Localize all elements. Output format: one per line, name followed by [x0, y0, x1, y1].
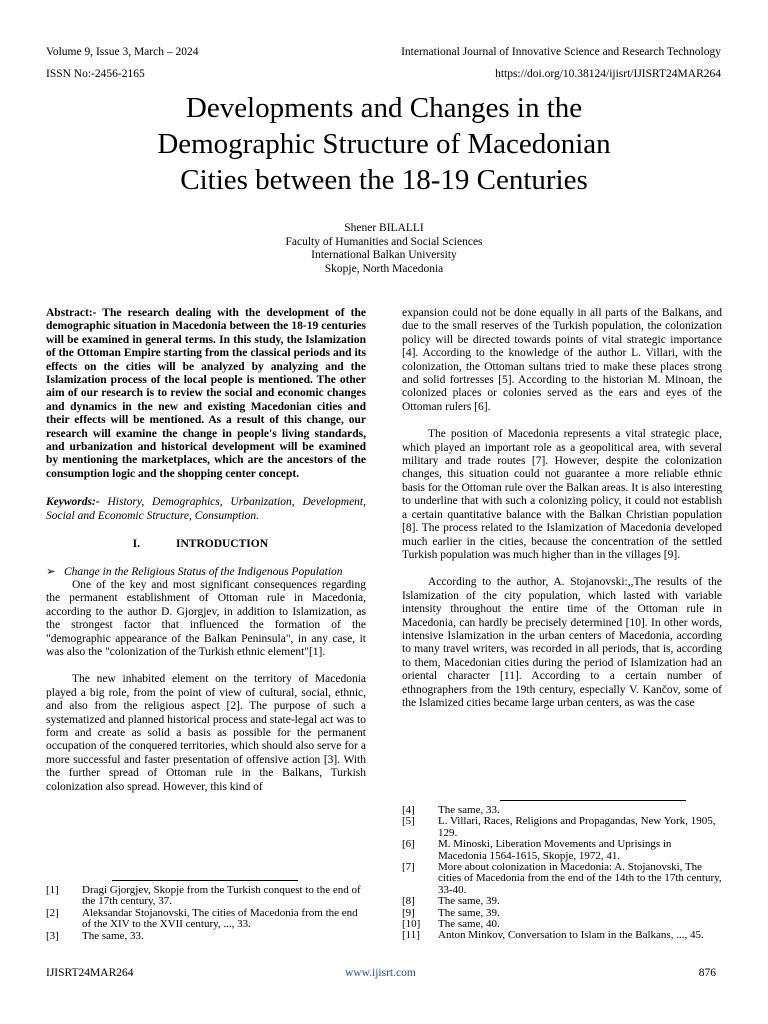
- body-paragraph: The position of Macedonia represents a vital strategic place, which played an important role as a geopolitical area, with several military and trade routes [7]. However, despite the colonization changes, this situation could not guarantee a more reliable ethnic basis for the Ottoman rule over the Balkan areas. It is also interesting to underline that with such a colonizing policy, it could not establish a certain quantitative balance with the Balkan Christian population [8]. The process related to the Islamization of Macedonia developed much earlier in the cities, because the concentration of the settled Turkish population was much higher than in the villages [9].: [402, 428, 722, 561]
- footnote-number: [9]: [402, 906, 415, 919]
- footnote: [402, 862, 722, 896]
- author-name: Shener BILALLI: [344, 222, 424, 234]
- doi-link[interactable]: https://doi.org/10.38124/ijisrt/IJISRT24MAR264: [495, 68, 721, 80]
- left-column: [46, 307, 366, 794]
- right-footnotes: [402, 800, 722, 942]
- author-location: Skopje, North Macedonia: [324, 262, 444, 275]
- body-paragraph: According to the author, A. Stojanovski:,,The results of the Islamization of the city population, which lasted with variable intensity throughout the entire time of the Ottoman rule in Macedonia, can hardly be precisely determined [10]. In other words, intensive Islamization in the urban centers of Macedonia, according to many travel writers, was recorded in all periods, that is, according to them, Macedonian cities during the period of Islamization had an oriental character [11]. According to a certain number of ethnographers from the 19th century, especially V. Kančov, some of the Islamized cities became large urban centers, as was the case: [402, 576, 722, 709]
- body-paragraph: The new inhabited element on the territory of Macedonia played a big role, from the point of view of cultural, social, ethnic, and also from the religious aspect [2]. The purpose of such a systematized and planned historical process and state-legal act was to form and create as solid a basis as possible for the permanent occupation of the conquered territories, which should also serve for a more successful and faster presentation of offensive action [3]. With the further spread of Ottoman rule in the Balkans, Turkish colonization also spread. However, this kind of: [46, 673, 366, 793]
- footnote-text: Anton Minkov, Conversation to Islam in the Balkans, ..., 45.: [438, 929, 704, 942]
- section-title: INTRODUCTION: [176, 538, 269, 551]
- footer-website-link[interactable]: www.ijisrt.com: [345, 967, 416, 979]
- journal-name: International Journal of Innovative Science and Research Technology: [401, 46, 721, 58]
- page-number: 876: [698, 967, 716, 979]
- footnote: [402, 816, 722, 839]
- footnote-text: More about colonization in Macedonia: A. Stojanovski, The cities of Macedonia from the end of the 14th to the 17th century, 33-40.: [438, 861, 722, 896]
- footnote-text: Aleksandar Stojanovski, The cities of Macedonia from the end of the XIV to the XVII century, ..., 33.: [82, 906, 358, 931]
- footer-code: IJISRT24MAR264: [46, 967, 134, 979]
- keywords-text: History, Demographics, Urbanization, Development, Social and Economic Structure, Consumption.: [46, 496, 366, 522]
- title-line: Cities between the 18-19 Centuries: [180, 164, 588, 196]
- footnote: [46, 885, 366, 908]
- footnote-divider: [500, 800, 686, 801]
- section-heading: [46, 538, 366, 551]
- footnote: [46, 931, 366, 942]
- footnote-text: The same, 33.: [438, 804, 500, 816]
- footnote-text: M. Minoski, Liberation Movements and Uprisings in Macedonia 1564-1615, Skopje, 1972, 41.: [438, 838, 672, 862]
- footnote-text: The same, 40.: [438, 918, 500, 931]
- author-university: International Balkan University: [311, 249, 457, 261]
- section-number: I.: [132, 538, 140, 551]
- arrow-bullet-icon: ➢: [46, 565, 56, 578]
- body-paragraph: expansion could not be done equally in all parts of the Balkans, and due to the small reserves of the Turkish population, the colonization policy will be directed towards points of vital strategic importance [4]. According to the knowledge of the author L. Villari, with the colonization, the Ottoman sultans tried to make these places strong and solid fortresses [5]. According to the historian M. Minoan, the colonized places or colonies served as the ears and eyes of the Ottoman rulers [6].: [402, 307, 722, 413]
- footnote-number: [3]: [46, 929, 59, 942]
- body-paragraph: One of the key and most significant consequences regarding the permanent establishment of Ottoman rule in Macedonia, according to the author D. Gjorgjev, in addition to Islamization, as the strongest factor that influenced the formation of the "demographic appearance of the Balkan Peninsula", in any case, it was also the "colonization of the Turkish ethnic element"[1].: [46, 578, 366, 658]
- footnote: [402, 839, 722, 862]
- footnote-number: [10]: [402, 918, 421, 931]
- footnote-text: The same, 39.: [438, 906, 500, 919]
- subsection-title: Change in the Religious Status of the Indigenous Population: [64, 565, 343, 578]
- keywords: [46, 496, 366, 523]
- title-line: Developments and Changes in the: [185, 92, 583, 124]
- footnote: [402, 930, 722, 941]
- author-block: [40, 222, 728, 276]
- footnote-number: [6]: [402, 838, 415, 851]
- abstract: Abstract:- The research dealing with the development of the demographic situation in Macedonia between the 18-19 centuries will be examined in general terms. In this study, the Islamization of the Ottoman Empire starting from the classical periods and its effects on the cities will be analyzed by analyzing and the Islamization process of the local people is mentioned. The other aim of our research is to review the social and economic changes and dynamics in the new and existing Macedonian cities and their effects will be mentioned. As a result of this change, our research will examine the change in people's living standards, and urbanization and historical development will be examined by mentioning the marketplaces, which are the ancestors of the consumption logic and the shopping center concept.: [46, 307, 366, 480]
- footnote: [402, 896, 722, 907]
- footnote-number: [7]: [402, 861, 415, 874]
- left-footnotes: [46, 880, 366, 942]
- paper-title: [40, 90, 728, 198]
- title-line: Demographic Structure of Macedonian: [157, 128, 611, 160]
- keywords-label: Keywords:-: [46, 496, 100, 509]
- volume-info: Volume 9, Issue 3, March – 2024: [46, 46, 199, 58]
- footnote-number: [5]: [402, 815, 415, 828]
- footnote-number: [1]: [46, 884, 59, 896]
- footnote-text: The same, 39.: [438, 895, 500, 908]
- footnote: [46, 908, 366, 931]
- footnote-text: Dragi Gjorgjev, Skopje from the Turkish conquest to the end of the 17th century, 37.: [82, 884, 361, 908]
- issn: ISSN No:-2456-2165: [46, 68, 145, 80]
- footnote-text: L. Villari, Races, Religions and Propagandas, New York, 1905, 129.: [438, 815, 716, 839]
- footnote-number: [8]: [402, 895, 415, 908]
- footnote-divider: [112, 880, 298, 881]
- author-faculty: Faculty of Humanities and Social Sciences: [285, 235, 483, 248]
- footnote-number: [4]: [402, 804, 415, 816]
- right-column: [402, 307, 722, 710]
- footnote-text: The same, 33.: [82, 929, 144, 942]
- footnote-number: [11]: [402, 929, 420, 942]
- subsection-heading: [46, 566, 366, 579]
- footnote-number: [2]: [46, 906, 59, 919]
